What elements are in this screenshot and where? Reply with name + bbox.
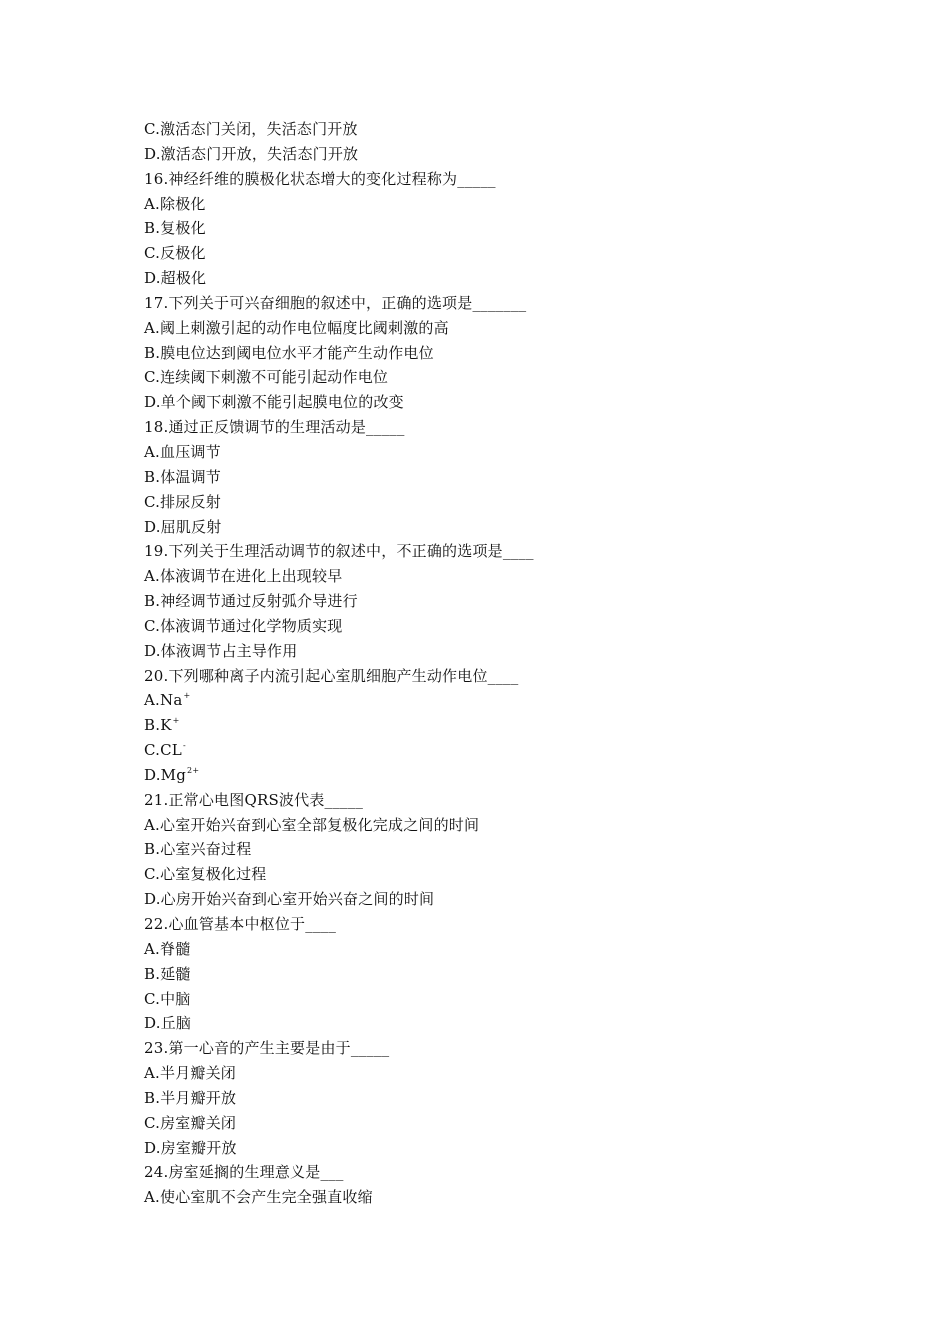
ion-charge-superscript: + [172,716,180,726]
line-text: D.体液调节占主导作用 [144,641,298,660]
line-text: C.房室瓣关闭 [144,1113,237,1132]
answer-option [144,390,864,415]
answer-option [144,887,864,912]
answer-option [144,216,864,241]
line-text: A.阈上刺激引起的动作电位幅度比阈刺激的高 [144,318,449,337]
line-text: C.连续阈下刺激不可能引起动作电位 [144,368,389,387]
question-stem [144,912,864,937]
line-text: 22.心血管基本中枢位于____ [144,915,337,933]
question-stem [144,664,864,689]
answer-option [144,1011,864,1036]
answer-option [144,142,864,167]
answer-option [144,1111,864,1136]
line-text: A.体液调节在进化上出现较早 [144,567,343,586]
line-text: C.心室复极化过程 [144,865,267,884]
answer-option [144,117,864,142]
question-stem [144,539,864,564]
answer-option [144,266,864,291]
line-text: D.超极化 [144,269,207,288]
answer-option [144,1136,864,1161]
answer-option [144,738,864,763]
line-text: 23.第一心音的产生主要是由于_____ [144,1039,390,1058]
ion-charge-superscript: 2+ [187,765,200,775]
line-text: A.除极化 [144,194,206,213]
line-text: 16.神经纤维的膜极化状态增大的变化过程称为_____ [144,169,496,188]
answer-option [144,1061,864,1086]
line-text: A.心室开始兴奋到心室全部复极化完成之间的时间 [144,815,480,834]
answer-option [144,614,864,639]
line-text: 20.下列哪种离子内流引起心室肌细胞产生动作电位____ [144,666,519,685]
question-stem [144,167,864,192]
line-text: C.反极化 [144,244,206,263]
line-text: C.中脑 [144,989,191,1008]
line-text: C.体液调节通过化学物质实现 [144,616,343,635]
line-text: 18.通过正反馈调节的生理活动是_____ [144,418,405,437]
ion-charge-superscript: + [183,691,191,701]
line-text: B.复极化 [144,219,206,238]
line-text: D.心房开始兴奋到心室开始兴奋之间的时间 [144,890,435,909]
line-text: D.单个阈下刺激不能引起膜电位的改变 [144,393,404,412]
answer-option [144,365,864,390]
line-text: A.Na [144,691,183,710]
answer-option [144,440,864,465]
line-text: B.延髓 [144,964,191,983]
line-text: A.半月瓣关闭 [144,1064,237,1083]
line-text: A.使心室肌不会产生完全强直收缩 [144,1188,373,1207]
answer-option [144,987,864,1012]
answer-option [144,465,864,490]
answer-option [144,316,864,341]
answer-option [144,937,864,962]
answer-option [144,862,864,887]
line-text: D.激活态门开放，失活态门开放 [144,144,359,163]
line-text: B.半月瓣开放 [144,1088,237,1107]
document-page [144,117,864,1210]
line-text: B.膜电位达到阈电位水平才能产生动作电位 [144,343,434,362]
question-stem [144,291,864,316]
line-text: A.血压调节 [144,442,221,461]
line-text: 19.下列关于生理活动调节的叙述中，不正确的选项是____ [144,542,534,561]
answer-option [144,763,864,788]
line-text: D.丘脑 [144,1014,192,1033]
answer-option [144,589,864,614]
question-stem [144,415,864,440]
answer-option [144,564,864,589]
question-stem [144,788,864,813]
line-text: B.体温调节 [144,467,221,486]
line-text: D.房室瓣开放 [144,1138,237,1157]
answer-option [144,1086,864,1111]
question-stem [144,1036,864,1061]
answer-option [144,192,864,217]
answer-option [144,713,864,738]
line-text: C.激活态门关闭，失活态门开放 [144,120,358,138]
ion-charge-superscript: - [182,741,186,751]
line-text: 21.正常心电图QRS波代表_____ [144,790,364,809]
line-text: B.神经调节通过反射弧介导进行 [144,592,358,611]
answer-option [144,241,864,266]
line-text: C.排尿反射 [144,492,221,511]
answer-option [144,639,864,664]
line-text: A.脊髓 [144,939,191,958]
answer-option [144,490,864,515]
question-stem [144,1160,864,1185]
line-text: D.屈肌反射 [144,517,222,536]
answer-option [144,837,864,862]
line-text: B.心室兴奋过程 [144,840,252,859]
answer-option [144,515,864,540]
line-text: B.K [144,716,172,735]
line-text: D.Mg [144,765,187,784]
answer-option [144,1185,864,1210]
answer-option [144,813,864,838]
answer-option [144,688,864,713]
line-text: 24.房室延搁的生理意义是___ [144,1163,344,1182]
answer-option [144,962,864,987]
line-text: C.CL [144,741,182,760]
line-text: 17.下列关于可兴奋细胞的叙述中，正确的选项是_______ [144,293,527,312]
answer-option [144,341,864,366]
